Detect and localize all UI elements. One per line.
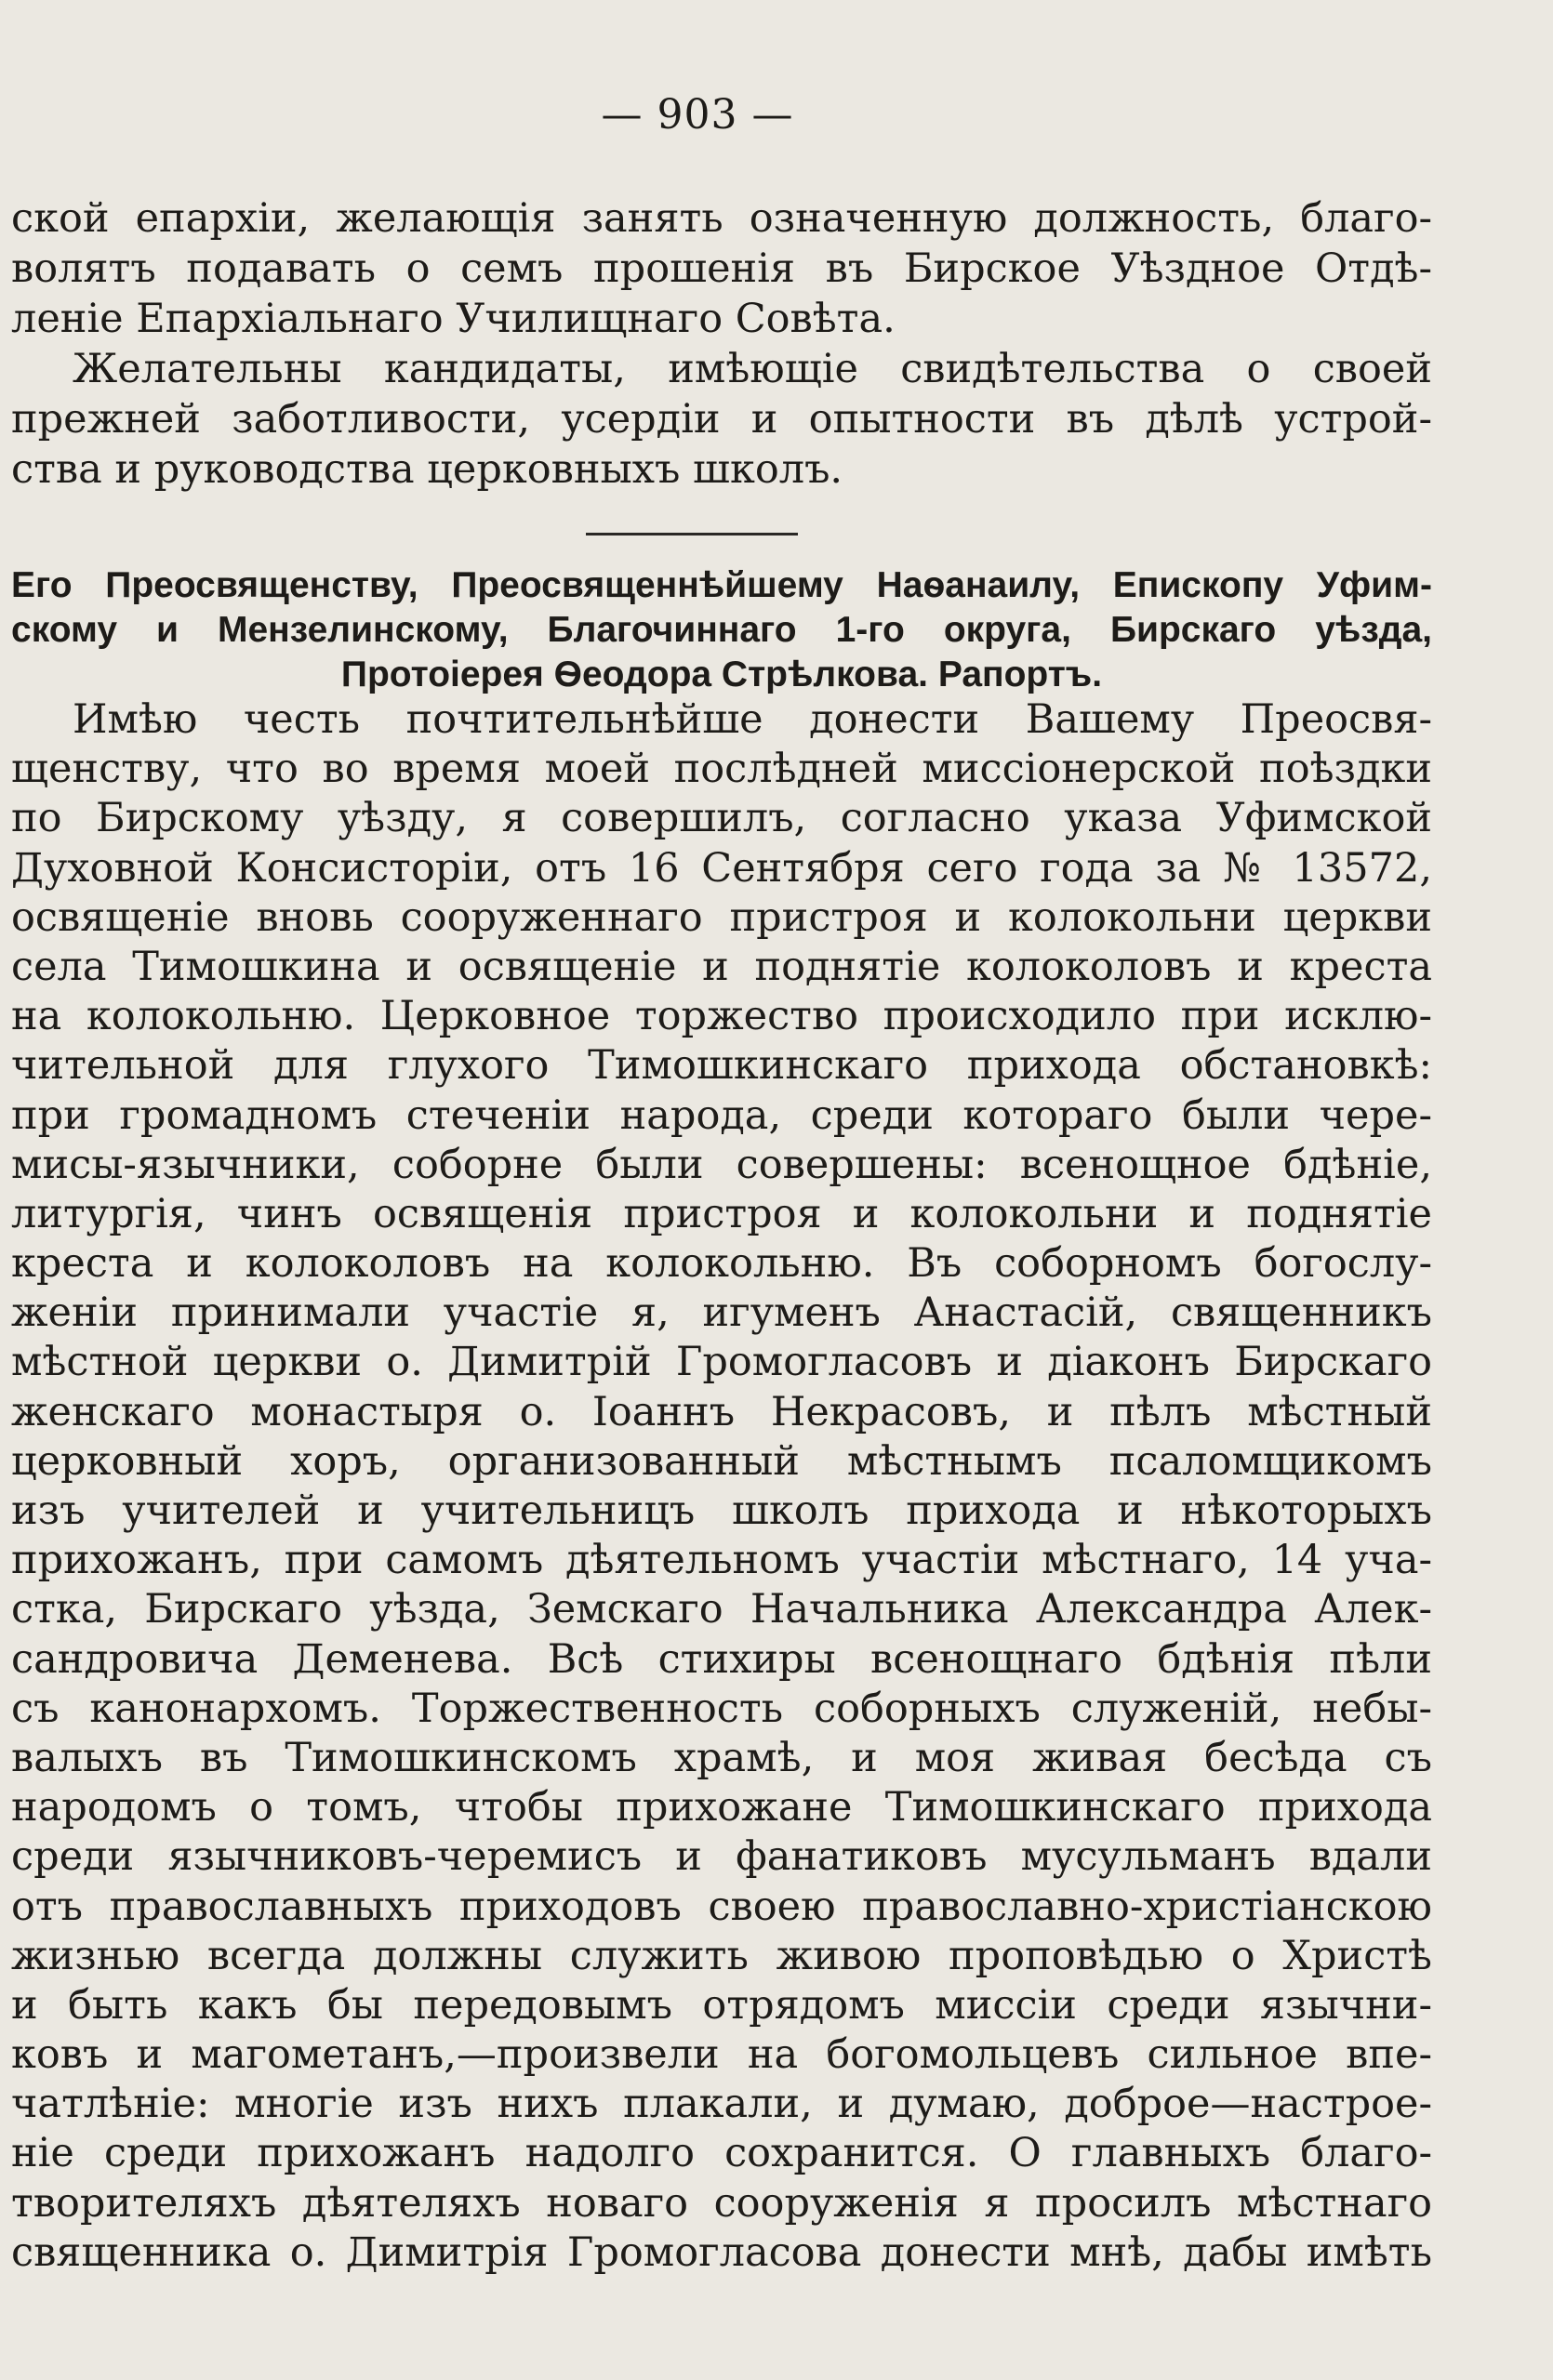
page-number: — 903 — bbox=[601, 91, 794, 139]
text-line: священника о. Димитрія Громогласова донести мнѣ, дабы имѣть bbox=[11, 2228, 1432, 2276]
text-line: сандровича Деменева. Всѣ стихиры всенощнаго бдѣнія пѣли bbox=[11, 1635, 1432, 1683]
text-line: чительной для глухого Тимошкинскаго прихода обстановкѣ: bbox=[11, 1042, 1432, 1090]
text-line: церковный хоръ, организованный мѣстнымъ псаломщикомъ bbox=[11, 1437, 1432, 1485]
text-line: села Тимошкина и освященіе и поднятіе колоколовъ и креста bbox=[11, 943, 1432, 990]
text-line: прежней заботливости, усердіи и опытности въ дѣлѣ устрой- bbox=[11, 396, 1432, 443]
text-line: и быть какъ бы передовымъ отрядомъ миссіи среди язычни- bbox=[11, 1981, 1432, 2029]
text-line: ніе среди прихожанъ надолго сохранится. О главныхъ благо- bbox=[11, 2130, 1432, 2177]
text-line: изъ учителей и учительницъ школъ прихода и нѣкоторыхъ bbox=[11, 1488, 1432, 1534]
text-line: женскаго монастыря о. Іоаннъ Некрасовъ, и пѣлъ мѣстный bbox=[11, 1388, 1432, 1435]
text-line: Имѣю честь почтительнѣйше донести Вашему Преосвя- bbox=[73, 696, 1432, 743]
report-body bbox=[11, 695, 1432, 2278]
text-line: ства и руководства церковныхъ школъ. bbox=[11, 446, 843, 493]
text-line: леніе Епархіальнаго Училищнаго Совѣта. bbox=[11, 296, 896, 342]
text-line: освященіе вновь сооруженнаго пристроя и колокольни церкви bbox=[11, 893, 1432, 941]
text-line: отъ православныхъ приходовъ своею православно-христіанскою bbox=[11, 1883, 1432, 1930]
text-line: народомъ о томъ, чтобы прихожане Тимошкинскаго прихода bbox=[11, 1784, 1432, 1831]
text-line: творителяхъ дѣятеляхъ новаго сооруженія я просилъ мѣстнаго bbox=[11, 2179, 1432, 2227]
text-line: ской епархіи, желающія занять означенную должность, благо- bbox=[11, 195, 1432, 242]
text-line: волятъ подавать о семъ прошенія въ Бирское Уѣздное Отдѣ- bbox=[11, 245, 1432, 292]
text-line: по Бирскому уѣзду, я совершилъ, согласно указа Уфимской bbox=[11, 795, 1432, 842]
text-line: Духовной Консисторіи, отъ 16 Сентября сего года за № 13572, bbox=[11, 844, 1432, 892]
text-line: креста и колоколовъ на колокольню. Въ соборномъ богослу- bbox=[11, 1240, 1432, 1288]
heading-line: скому и Мензелинскому, Благочиннаго 1-го округа, Бирскаго уѣзда, bbox=[11, 610, 1432, 650]
text-line: ковъ и магометанъ,—произвели на богомольцевъ сильное впе- bbox=[11, 2031, 1432, 2079]
text-line: щенству, что во время моей послѣдней миссіонерской поѣздки bbox=[11, 746, 1432, 793]
text-line: съ канонархомъ. Торжественность соборныхъ служеній, небы- bbox=[11, 1685, 1432, 1732]
text-line: мисы-язычники, соборне были совершены: всенощное бдѣніе, bbox=[11, 1141, 1432, 1188]
heading-line: Протоіерея Ѳеодора Стрѣлкова. Рапортъ. bbox=[340, 654, 1103, 694]
report-heading bbox=[11, 563, 1432, 697]
text-line: чатлѣніе: многіе изъ нихъ плакали, и думаю, доброе—настрое- bbox=[11, 2081, 1432, 2128]
text-line: стка, Бирскаго уѣзда, Земскаго Начальника Александра Алек- bbox=[11, 1586, 1432, 1633]
text-line: жизнью всегда должны служить живою проповѣдью о Христѣ bbox=[11, 1932, 1432, 1979]
text-line: литургія, чинъ освященія пристроя и колокольни и поднятіе bbox=[11, 1190, 1432, 1237]
text-line: валыхъ въ Тимошкинскомъ храмѣ, и моя живая бесѣда съ bbox=[11, 1734, 1432, 1781]
text-line: Желательны кандидаты, имѣющіе свидѣтельства о своей bbox=[73, 346, 1432, 392]
text-line: женіи принимали участіе я, игуменъ Анастасій, священникъ bbox=[11, 1289, 1432, 1337]
top-paragraph bbox=[11, 193, 1432, 495]
text-line: прихожанъ, при самомъ дѣятельномъ участіи мѣстнаго, 14 уча- bbox=[11, 1537, 1432, 1584]
text-line: на колокольню. Церковное торжество происходило при исклю- bbox=[11, 993, 1432, 1040]
text-line: мѣстной церкви о. Димитрій Громогласовъ и діаконъ Бирскаго bbox=[11, 1339, 1432, 1386]
heading-line: Его Преосвященству, Преосвященнѣйшему Наѳанаилу, Епископу Уфим- bbox=[11, 565, 1432, 605]
text-line: среди язычниковъ-черемисъ и фанатиковъ мусульманъ вдали bbox=[11, 1833, 1432, 1881]
text-line: при громадномъ стеченіи народа, среди котораго были чере- bbox=[11, 1091, 1432, 1139]
section-divider bbox=[586, 533, 798, 536]
